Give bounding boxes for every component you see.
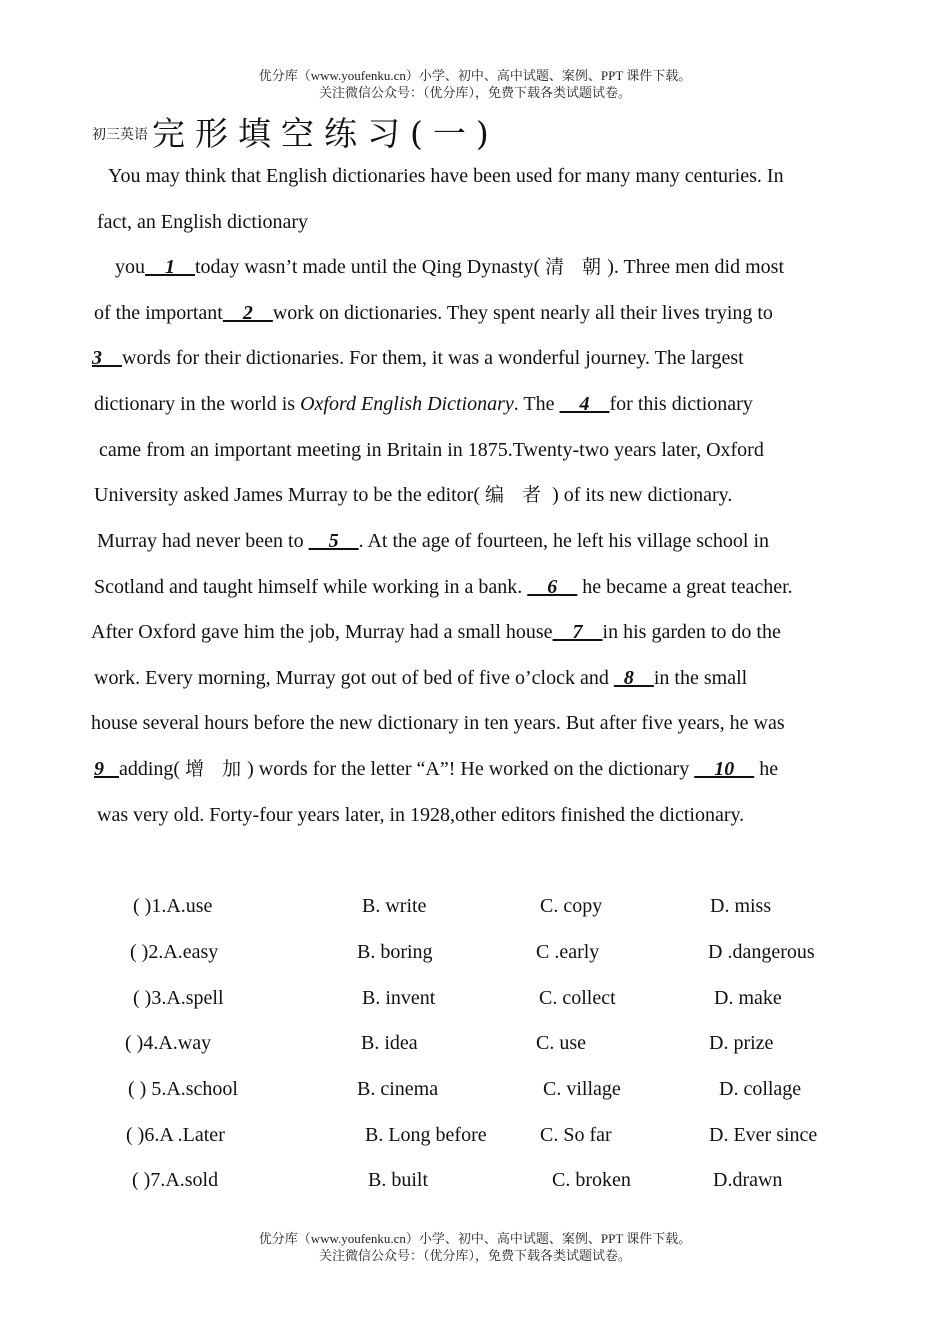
- passage-line: [97, 210, 308, 234]
- passage-text: he became a great teacher.: [577, 576, 793, 598]
- option-b: B. write: [362, 895, 427, 917]
- question-number: ( )7.A.sold: [132, 1169, 219, 1191]
- footer-line-2: 关注微信公众号：（优分库），免费下载各类试题试卷。: [318, 1248, 631, 1263]
- passage-text: ) words for the letter “A”! He worked on the dictionary: [247, 758, 695, 780]
- passage-text: ). Three men did most: [607, 256, 785, 278]
- passage-line: [94, 301, 773, 325]
- option-d: D.drawn: [713, 1169, 783, 1191]
- option-d: D. Ever since: [709, 1124, 818, 1146]
- chinese-gloss: 增 加: [185, 758, 248, 780]
- chinese-gloss: 清 朝: [545, 256, 608, 278]
- passage-line: [115, 255, 784, 279]
- option-c: C. use: [536, 1032, 586, 1054]
- passage-text: came from an important meeting in Britain in 1875.Twenty-two years later, Oxford: [99, 439, 764, 461]
- blank-10: 10: [694, 758, 755, 780]
- passage-text: in his garden to do the: [602, 621, 781, 643]
- option-c: C. broken: [552, 1169, 631, 1191]
- option-d: D. make: [714, 987, 782, 1009]
- page-footer: [0, 1230, 950, 1264]
- blank-1: 1: [145, 256, 195, 278]
- passage-text: for this dictionary: [609, 393, 753, 415]
- passage-text: today wasn’t made until the Qing Dynasty(: [195, 256, 541, 278]
- question-number: ( ) 5.A.school: [128, 1078, 238, 1100]
- option-d: D. prize: [709, 1032, 774, 1054]
- passage-line: [108, 164, 784, 188]
- option-d: D .dangerous: [708, 941, 815, 963]
- option-b: B. boring: [357, 941, 433, 963]
- question-number: ( )6.A .Later: [126, 1124, 225, 1146]
- title-grade: 初三英语: [92, 128, 148, 143]
- passage-line: [94, 483, 732, 507]
- passage-text: ) of its new dictionary.: [552, 484, 733, 506]
- passage-text: in the small: [653, 667, 748, 689]
- passage-text: . At the age of fourteen, he left his village school in: [358, 530, 770, 552]
- passage-text: you: [115, 256, 145, 278]
- option-b: B. invent: [362, 987, 436, 1009]
- passage-text: University asked James Murray to be the editor(: [94, 484, 481, 506]
- passage-text: adding(: [119, 758, 181, 780]
- exercise-title: [92, 108, 499, 155]
- passage-text: You may think that English dictionaries have been used for many many centuries. In: [108, 165, 784, 187]
- passage-text: Scotland and taught himself while working in a bank.: [94, 576, 528, 598]
- blank-5: 5: [308, 530, 359, 552]
- header-line-2: 关注微信公众号：（优分库），免费下载各类试题试卷。: [318, 85, 631, 100]
- passage-text: . The: [513, 393, 560, 415]
- blank-9: 9: [94, 758, 119, 780]
- passage-text: Murray had never been to: [97, 530, 309, 552]
- passage-line: [94, 575, 793, 599]
- passage-line: [97, 803, 744, 827]
- passage-text: house several hours before the new dictionary in ten years. But after five years, he was: [91, 712, 785, 734]
- passage-line: [97, 529, 769, 553]
- header-line-1: 优分库（www.youfenku.cn）小学、初中、高中试题、案例、PPT 课件下载。: [258, 68, 692, 83]
- option-b: B. idea: [361, 1032, 418, 1054]
- passage-text: words for their dictionaries. For them, it was a wonderful journey. The largest: [122, 347, 744, 369]
- question-number: ( )3.A.spell: [133, 987, 224, 1009]
- passage-text: was very old. Forty-four years later, in 1928,other editors finished the dictionary.: [97, 804, 745, 826]
- chinese-gloss: 编 者: [485, 484, 548, 506]
- question-number: ( )2.A.easy: [130, 941, 219, 963]
- passage-line: [91, 620, 781, 644]
- option-c: C. So far: [540, 1124, 612, 1146]
- passage-text: he: [754, 758, 779, 780]
- option-c: C .early: [536, 941, 600, 963]
- passage-text: After Oxford gave him the job, Murray had a small house: [91, 621, 553, 643]
- blank-2: 2: [222, 302, 273, 324]
- blank-7: 7: [552, 621, 603, 643]
- passage-text: work on dictionaries. They spent nearly all their lives trying to: [272, 302, 773, 324]
- blank-3: 3: [92, 347, 122, 369]
- title-main: 完形填空练习(一): [152, 114, 499, 153]
- passage-line: [94, 392, 753, 416]
- passage-line: [92, 346, 744, 370]
- question-number: ( )1.A.use: [133, 895, 213, 917]
- passage-text: dictionary in the world is: [94, 393, 301, 415]
- passage-line: [94, 666, 747, 690]
- option-d: D. collage: [719, 1078, 802, 1100]
- option-b: B. cinema: [357, 1078, 439, 1100]
- option-c: C. village: [543, 1078, 621, 1100]
- option-d: D. miss: [710, 895, 772, 917]
- footer-line-1: 优分库（www.youfenku.cn）小学、初中、高中试题、案例、PPT 课件下载。: [258, 1231, 692, 1246]
- question-number: ( )4.A.way: [125, 1032, 212, 1054]
- option-b: B. built: [368, 1169, 429, 1191]
- passage-line: [99, 438, 764, 462]
- option-b: B. Long before: [365, 1124, 487, 1146]
- option-c: C. collect: [539, 987, 616, 1009]
- passage-text: of the important: [94, 302, 223, 324]
- dictionary-name: Oxford English Dictionary: [300, 393, 514, 415]
- page-header: [0, 67, 950, 101]
- passage-text: fact, an English dictionary: [97, 211, 309, 233]
- blank-6: 6: [527, 576, 578, 598]
- blank-4: 4: [559, 393, 610, 415]
- passage-text: work. Every morning, Murray got out of bed of five o’clock and: [94, 667, 614, 689]
- blank-8: 8: [613, 667, 654, 689]
- option-c: C. copy: [540, 895, 603, 917]
- passage-line: [94, 757, 778, 781]
- passage-line: [91, 711, 785, 735]
